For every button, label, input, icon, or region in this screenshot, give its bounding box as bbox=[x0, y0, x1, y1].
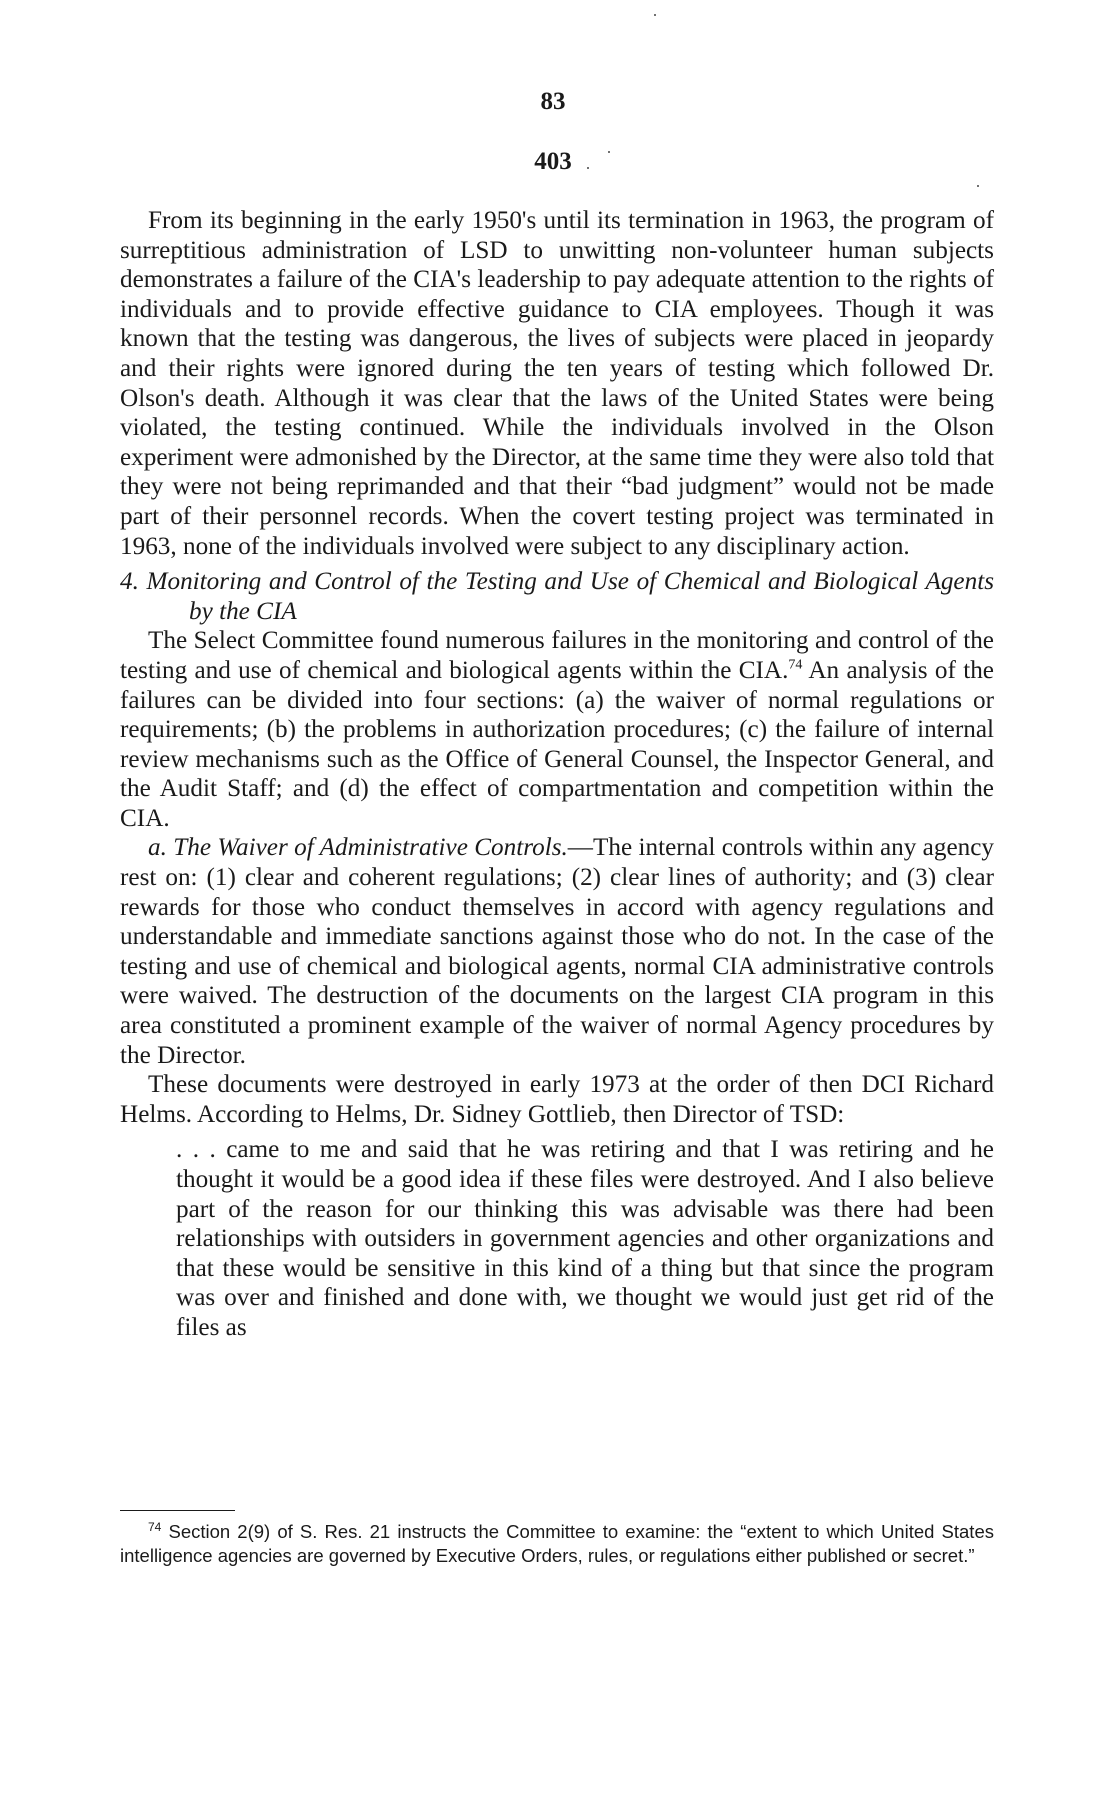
footnote-marker: 74 bbox=[148, 1519, 162, 1534]
page-number-secondary: 403 bbox=[534, 148, 572, 175]
scan-speck bbox=[654, 14, 656, 16]
footnote-divider bbox=[120, 1510, 235, 1511]
paragraph-waiver-controls bbox=[120, 833, 994, 1070]
subsection-heading-a: a. The Waiver of Administrative Controls. bbox=[148, 834, 568, 862]
scan-speck bbox=[587, 167, 589, 169]
scan-speck bbox=[608, 151, 610, 153]
paragraph-select-committee bbox=[120, 626, 994, 833]
footnote-74 bbox=[120, 1520, 994, 1568]
section-heading-number: 4. bbox=[120, 568, 139, 596]
section-heading-4 bbox=[120, 567, 994, 626]
paragraph-select-committee-end: An analysis of the failures can be divided into four sections: (a) the waiver of normal regulations or requirements; (b) the problems in authorization procedures; (c) the failure of internal review mechanisms such as the Office of General Counsel, the Inspector General, and the Audit Staff; and (d) the effect of compartmentation and competition within the CIA. bbox=[120, 656, 994, 832]
scan-speck bbox=[977, 185, 979, 187]
paragraph-select-committee-start: The Select Committee found numerous failures in the monitoring and control of the testing and use of chemical and biological agents within the CIA. bbox=[120, 627, 994, 684]
footnote-text: Section 2(9) of S. Res. 21 instructs the Committee to examine: the “extent to which United States intelligence agencies are governed by Executive Orders, rules, or regulations either published or secret.” bbox=[120, 1521, 994, 1566]
page-number-primary: 83 bbox=[540, 88, 566, 115]
footnote-reference: 74 bbox=[788, 657, 803, 673]
body-text bbox=[120, 206, 994, 1343]
paragraph-documents-destroyed: These documents were destroyed in early 1973 at the order of then DCI Richard Helms. According to Helms, Dr. Sidney Gottlieb, then Director of TSD: bbox=[120, 1071, 994, 1128]
section-heading-text: Monitoring and Control of the Testing and Use of Chemical and Biological Agents by the CIA bbox=[146, 568, 994, 625]
paragraph-waiver-controls-text: —The internal controls within any agency rest on: (1) clear and coherent regulations; (2) clear lines of authority; and (3) clear rewards for those who conduct themselves in accord with agency regulations and understandable and immediate sanctions against those who do not. In the case of the testing and use of chemical and biological agents, normal CIA administrative controls were waived. The destruction of the documents on the largest CIA program in this area constituted a prominent example of the waiver of normal Agency procedures by the Director. bbox=[120, 834, 994, 1069]
paragraph-lsd-program: From its beginning in the early 1950's until its termination in 1963, the program of surreptitious administration of LSD to unwitting non-volunteer human subjects demonstrates a failure of the CIA's leadership to pay adequate attention to the rights of individuals and to provide effective guidance to CIA employees. Though it was known that the testing was dangerous, the lives of subjects were placed in jeopardy and their rights were ignored during the ten years of testing which followed Dr. Olson's death. Although it was clear that the laws of the United States were being violated, the testing continued. While the individuals involved in the Olson experiment were admonished by the Director, at the same time they were also told that they were not being reprimanded and that their “bad judgment” would not be made part of their personnel records. When the covert testing project was terminated in 1963, none of the individuals involved were subject to any disciplinary action. bbox=[120, 207, 994, 560]
block-quote-helms: . . . came to me and said that he was retiring and that I was retiring and he thought it would be a good idea if these files were destroyed. And I also believe part of the reason for our thinking this was advisable was there had been relationships with outsiders in government agencies and other organizations and that these would be sensitive in this kind of a thing but that since the program was over and finished and done with, we thought we would just get rid of the files as bbox=[176, 1136, 994, 1341]
